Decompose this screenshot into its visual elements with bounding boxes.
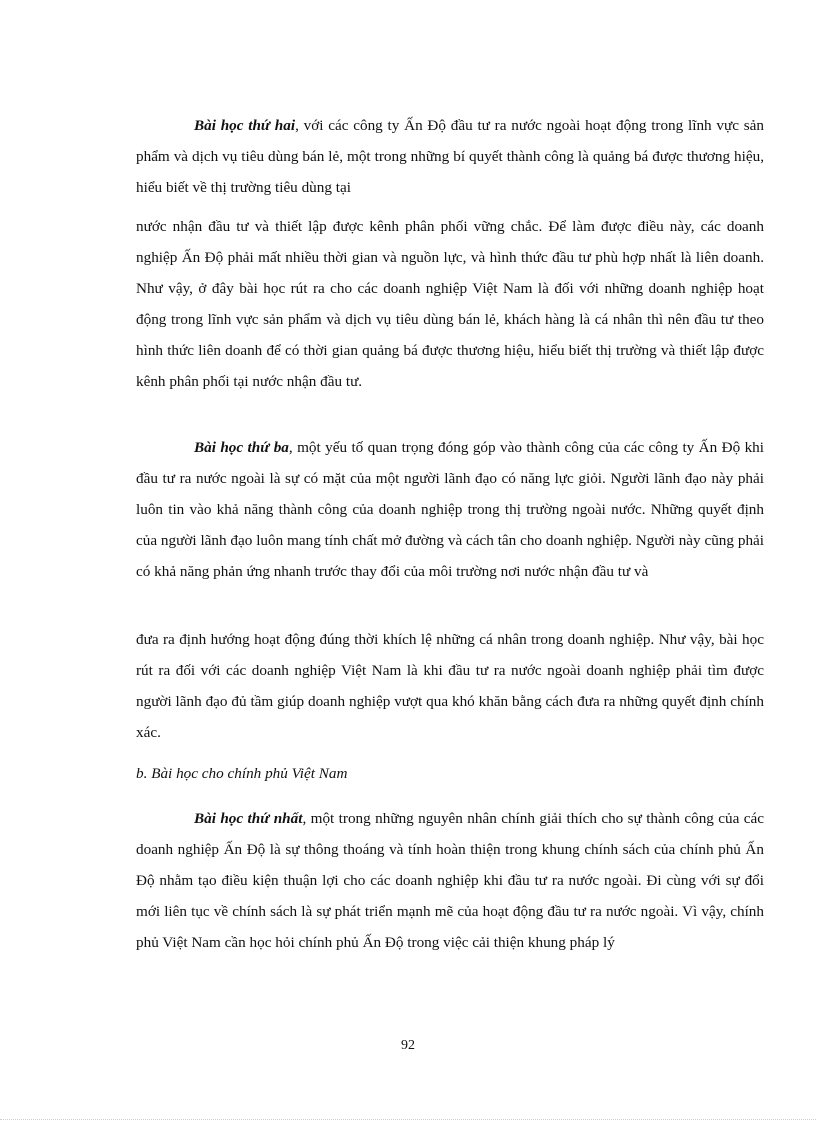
paragraph-lesson-three-part2: đưa ra định hướng hoạt động đúng thời khích lệ những cá nhân trong doanh nghiệp. Như vậy, bài học rút ra đối với các doanh nghiệp Việt Nam là khi đầu tư ra nước ngoài doanh nghiệp phải tìm được người lãnh đạo đủ tầm giúp doanh nghiệp vượt qua khó khăn bằng cách đưa ra những quyết định chính xác. (136, 631, 764, 741)
paragraph-lesson-one (136, 803, 764, 958)
page-bottom-divider (0, 1119, 816, 1120)
lesson-two-lead: Bài học thứ hai (194, 117, 296, 134)
paragraph-lesson-two-part2: nước nhận đầu tư và thiết lập được kênh phân phối vững chắc. Để làm được điều này, các doanh nghiệp Ấn Độ phải mất nhiều thời gian và nguồn lực, và hình thức đầu tư phù hợp nhất là liên doanh. Như vậy, ở đây bài học rút ra cho các doanh nghiệp Việt Nam là đối với những doanh nghiệp hoạt động trong lĩnh vực sản phẩm và dịch vụ tiêu dùng bán lẻ, khách hàng là cá nhân thì nên đầu tư theo hình thức liên doanh để có thời gian quảng bá được thương hiệu, hiểu biết thị trường và thiết lập được kênh phân phối tại nước nhận đầu tư. (136, 218, 764, 390)
lesson-three-lead: Bài học thứ ba (194, 439, 289, 456)
page-number: 92 (401, 1038, 415, 1053)
lesson-one-text: , một trong những nguyên nhân chính giải thích cho sự thành công của các doanh nghiệp Ấn Độ là sự thông thoáng và tính hoàn thiện trong khung chính sách của chính phủ Ấn Độ nhằm tạo điều kiện thuận lợi cho các doanh nghiệp khi đầu tư ra nước ngoài. Đi cùng với sự đổi mới liên tục về chính sách là sự phát triển mạnh mẽ của hoạt động đầu tư ra nước ngoài. Vì vậy, chính phủ Việt Nam cần học hỏi chính phủ Ấn Độ trong việc cải thiện khung pháp lý (136, 810, 764, 951)
paragraph-lesson-three-part1 (136, 432, 764, 587)
lesson-one-lead: Bài học thứ nhất (194, 810, 303, 827)
section-heading: b. Bài học cho chính phủ Việt Nam (136, 765, 348, 782)
lesson-two-text-part1: , với các công ty Ấn Độ đầu tư ra nước ngoài hoạt động trong lĩnh vực sản phẩm và dịch vụ tiêu dùng bán lẻ, một trong những bí quyết thành công là quảng bá được thương hiệu, hiểu biết về thị trường tiêu dùng tại (136, 117, 764, 196)
lesson-three-text-part1: , một yếu tố quan trọng đóng góp vào thành công của các công ty Ấn Độ khi đầu tư ra nước ngoài là sự có mặt của một người lãnh đạo có năng lực giỏi. Người lãnh đạo này phải luôn tin vào khả năng thành công của doanh nghiệp trong thị trường ngoài nước. Những quyết định của người lãnh đạo luôn mang tính chất mở đường và cách tân cho doanh nghiệp. Người này cũng phải có khả năng phản ứng nhanh trước thay đổi của môi trường nơi nước nhận đầu tư và (136, 439, 764, 580)
paragraph-lesson-two-part1 (136, 110, 764, 203)
